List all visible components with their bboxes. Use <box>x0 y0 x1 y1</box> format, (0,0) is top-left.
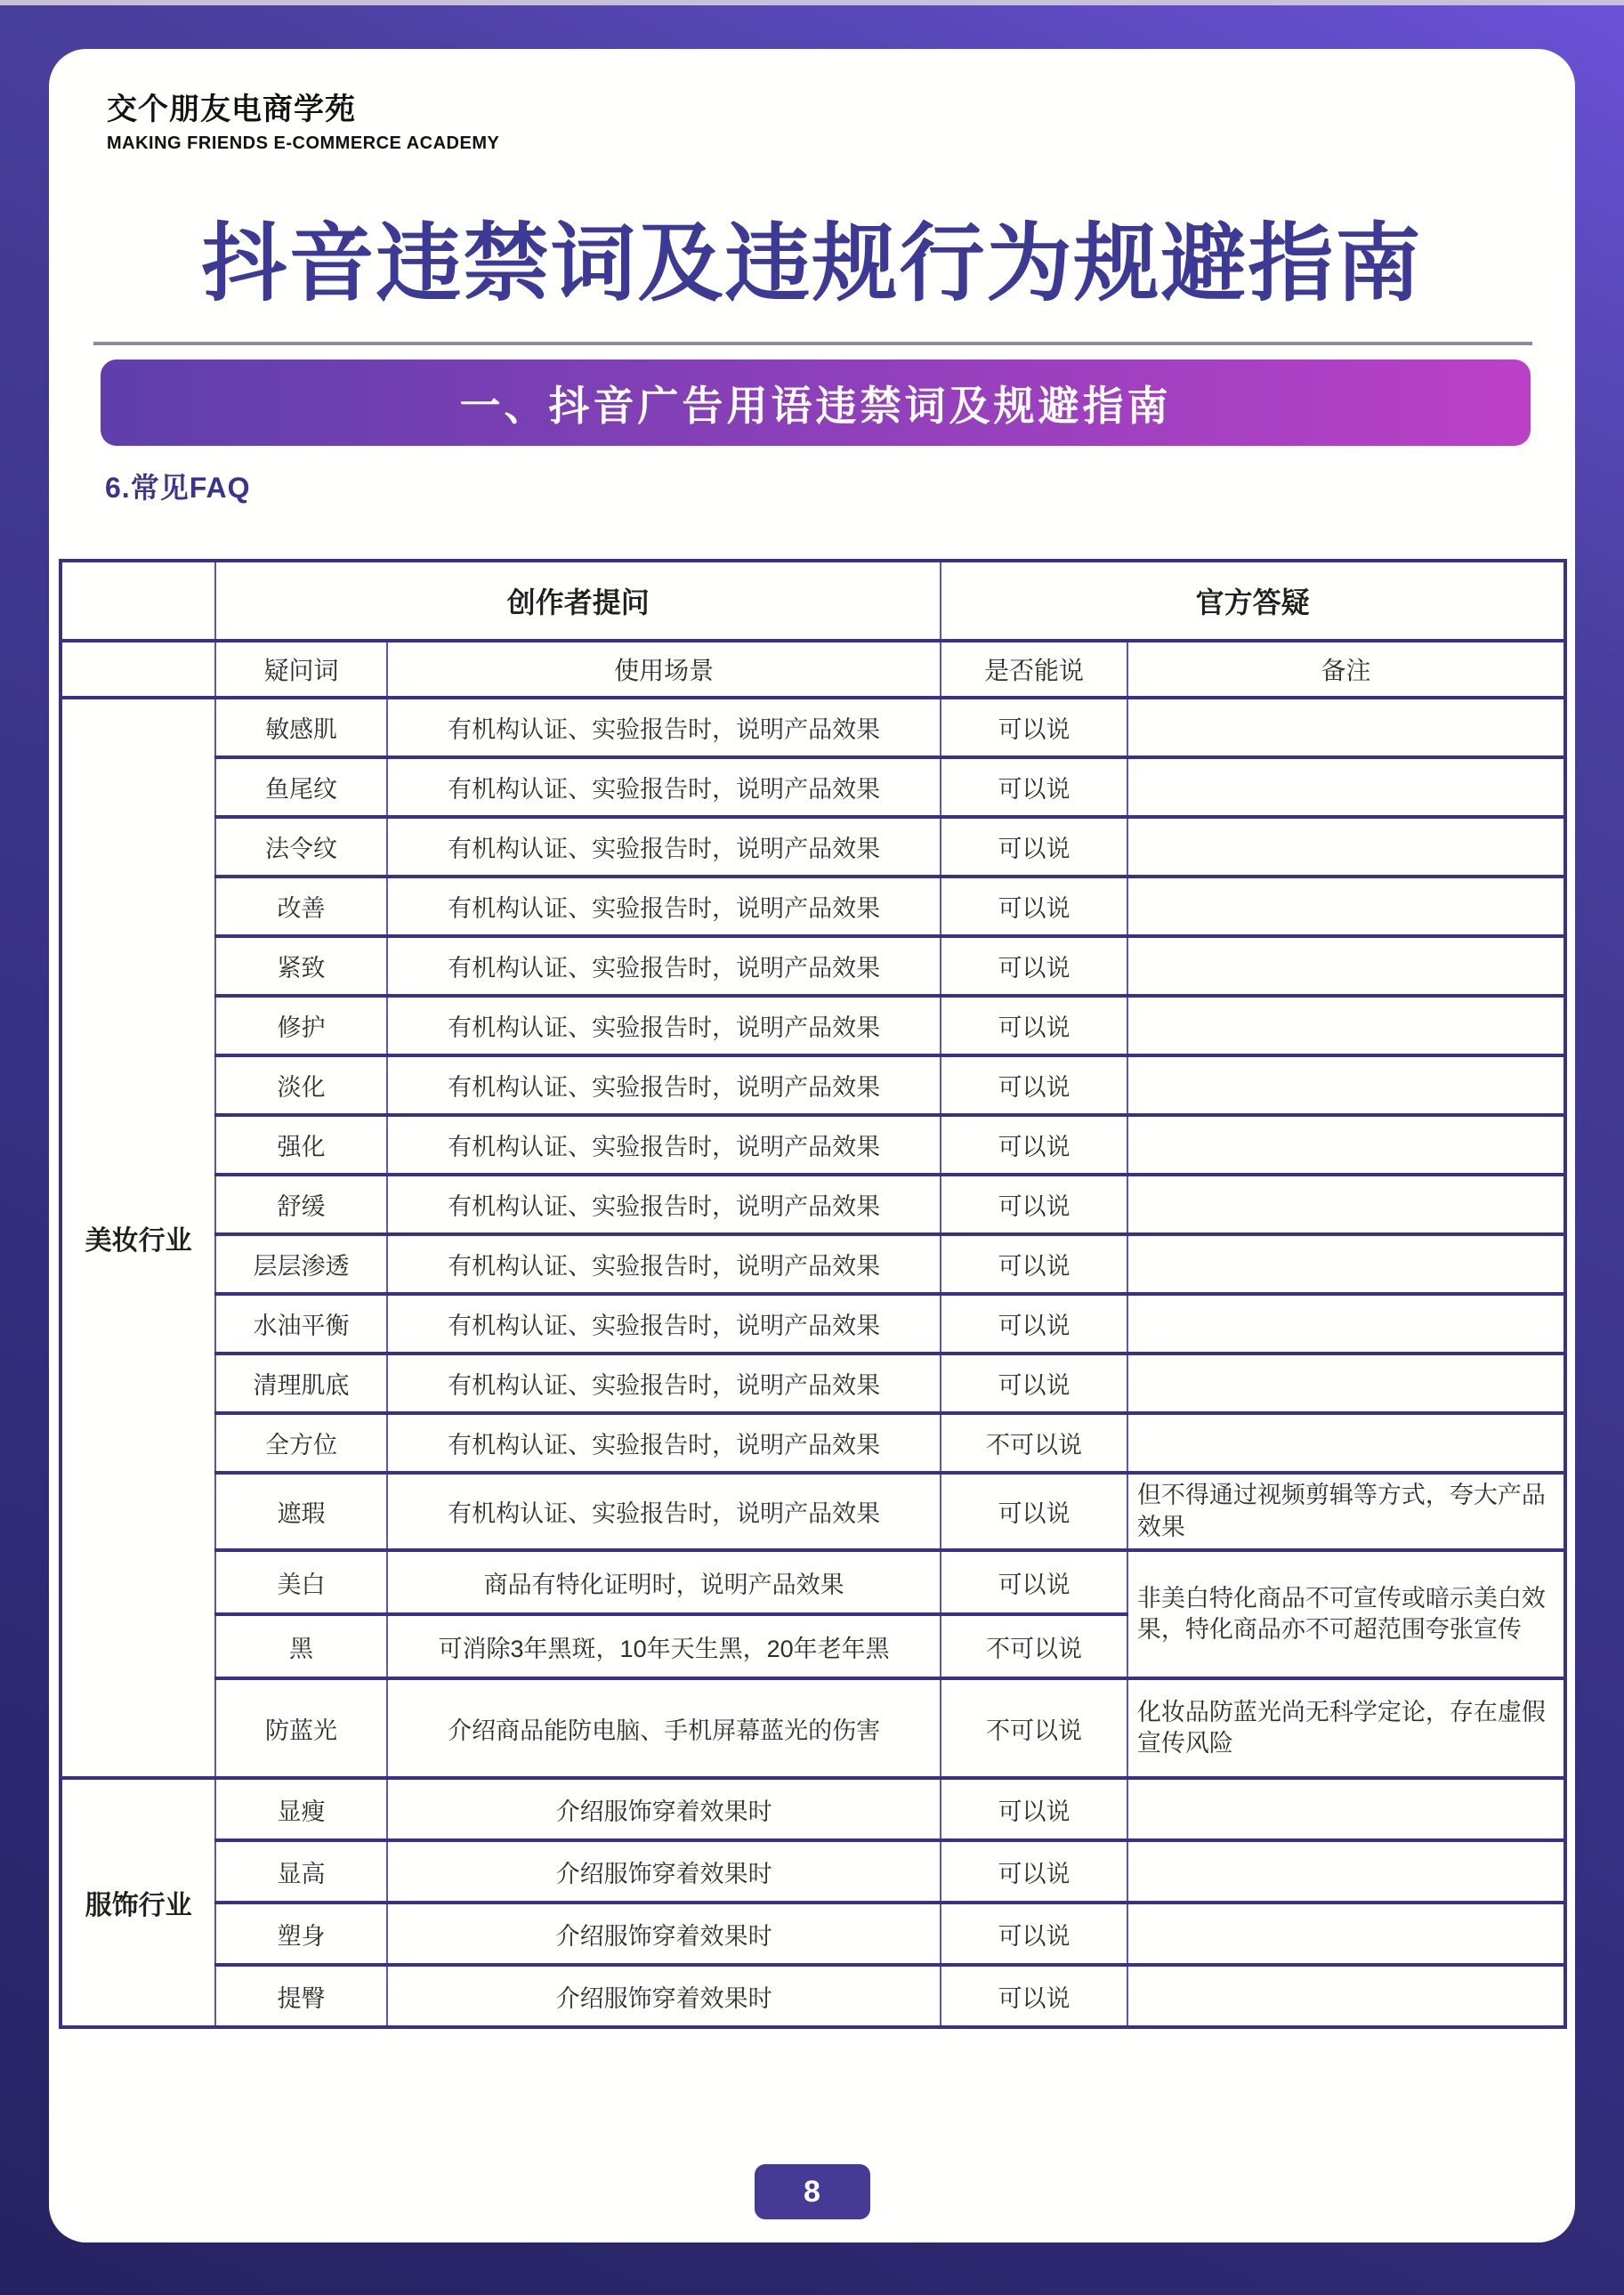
page-title: 抖音违禁词及违规行为规避指南 <box>201 216 1423 311</box>
table-row <box>61 1473 1565 1550</box>
logo <box>107 85 499 154</box>
can-say-cell: 可以说 <box>941 1840 1127 1903</box>
can-say-cell: 可以说 <box>941 1175 1127 1234</box>
table-row <box>61 1903 1565 1965</box>
word-cell: 显瘦 <box>215 1778 387 1840</box>
scene-cell: 有机构认证、实验报告时，说明产品效果 <box>387 877 941 936</box>
word-cell: 紧致 <box>215 936 387 996</box>
note-cell <box>1127 1175 1565 1234</box>
table-row <box>61 1175 1565 1234</box>
table-row <box>61 996 1565 1055</box>
word-cell: 淡化 <box>215 1055 387 1115</box>
table-row <box>61 877 1565 936</box>
group-header-creator: 创作者提问 <box>215 561 941 641</box>
corner-cell <box>61 641 215 698</box>
table-row <box>61 1055 1565 1115</box>
note-cell: 化妆品防蓝光尚无科学定论，存在虚假宣传风险 <box>1127 1678 1565 1778</box>
word-cell: 层层渗透 <box>215 1234 387 1294</box>
can-say-cell: 可以说 <box>941 817 1127 877</box>
page-number-badge <box>755 2164 870 2219</box>
word-cell: 水油平衡 <box>215 1294 387 1354</box>
table-row <box>61 757 1565 817</box>
note-cell <box>1127 1055 1565 1115</box>
section-banner-text: 一、抖音广告用语违禁词及规避指南 <box>459 382 1172 429</box>
scene-cell: 有机构认证、实验报告时，说明产品效果 <box>387 1354 941 1413</box>
can-say-cell: 可以说 <box>941 877 1127 936</box>
can-say-cell: 可以说 <box>941 698 1127 757</box>
word-cell: 敏感肌 <box>215 698 387 757</box>
note-cell <box>1127 698 1565 757</box>
word-cell: 改善 <box>215 877 387 936</box>
note-cell <box>1127 1965 1565 2027</box>
word-cell: 清理肌底 <box>215 1354 387 1413</box>
word-cell: 黑 <box>215 1614 387 1678</box>
scene-cell: 有机构认证、实验报告时，说明产品效果 <box>387 757 941 817</box>
col-header-scene: 使用场景 <box>387 641 941 698</box>
table-row <box>61 1678 1565 1778</box>
category-cell-beauty: 美妆行业 <box>61 698 215 1778</box>
can-say-cell: 可以说 <box>941 1234 1127 1294</box>
scene-cell: 有机构认证、实验报告时，说明产品效果 <box>387 1294 941 1354</box>
note-cell <box>1127 757 1565 817</box>
note-cell <box>1127 877 1565 936</box>
divider-rule <box>93 342 1532 345</box>
faq-table-wrapper <box>59 559 1567 2029</box>
can-say-cell: 可以说 <box>941 1294 1127 1354</box>
scene-cell: 介绍服饰穿着效果时 <box>387 1840 941 1903</box>
logo-subtitle: MAKING FRIENDS E-COMMERCE ACADEMY <box>107 133 500 153</box>
scene-cell: 商品有特化证明时，说明产品效果 <box>387 1550 941 1614</box>
scene-cell: 介绍服饰穿着效果时 <box>387 1778 941 1840</box>
col-header-can-say: 是否能说 <box>941 641 1127 698</box>
note-cell <box>1127 1354 1565 1413</box>
note-cell-merged: 非美白特化商品不可宣传或暗示美白效果，特化商品亦不可超范围夸张宣传 <box>1127 1550 1565 1678</box>
note-cell <box>1127 1234 1565 1294</box>
note-cell <box>1127 817 1565 877</box>
scene-cell: 介绍服饰穿着效果时 <box>387 1903 941 1965</box>
table-row <box>61 1550 1565 1614</box>
table-row <box>61 1778 1565 1840</box>
can-say-cell: 可以说 <box>941 1354 1127 1413</box>
note-cell <box>1127 1903 1565 1965</box>
scene-cell: 介绍服饰穿着效果时 <box>387 1965 941 2027</box>
table-row <box>61 698 1565 757</box>
document-page <box>49 49 1575 2242</box>
table-row <box>61 1115 1565 1175</box>
scene-cell: 介绍商品能防电脑、手机屏幕蓝光的伤害 <box>387 1678 941 1778</box>
scene-cell: 有机构认证、实验报告时，说明产品效果 <box>387 1234 941 1294</box>
note-cell <box>1127 1294 1565 1354</box>
col-header-note: 备注 <box>1127 641 1565 698</box>
can-say-cell: 可以说 <box>941 1115 1127 1175</box>
note-cell <box>1127 1840 1565 1903</box>
can-say-cell: 可以说 <box>941 936 1127 996</box>
table-column-header-row <box>61 641 1565 698</box>
table-row <box>61 1354 1565 1413</box>
can-say-cell: 不可以说 <box>941 1678 1127 1778</box>
word-cell: 提臀 <box>215 1965 387 2027</box>
table-row <box>61 1413 1565 1473</box>
word-cell: 美白 <box>215 1550 387 1614</box>
faq-heading: 6.常见FAQ <box>105 472 251 504</box>
word-cell: 全方位 <box>215 1413 387 1473</box>
scene-cell: 有机构认证、实验报告时，说明产品效果 <box>387 1115 941 1175</box>
table-row <box>61 1294 1565 1354</box>
corner-cell <box>61 561 215 641</box>
note-cell <box>1127 1778 1565 1840</box>
table-row <box>61 1965 1565 2027</box>
can-say-cell: 可以说 <box>941 1550 1127 1614</box>
col-header-word: 疑问词 <box>215 641 387 698</box>
word-cell: 修护 <box>215 996 387 1055</box>
scene-cell: 有机构认证、实验报告时，说明产品效果 <box>387 996 941 1055</box>
scene-cell: 有机构认证、实验报告时，说明产品效果 <box>387 1055 941 1115</box>
can-say-cell: 可以说 <box>941 1965 1127 2027</box>
can-say-cell: 可以说 <box>941 757 1127 817</box>
table-row <box>61 1234 1565 1294</box>
scene-cell: 有机构认证、实验报告时，说明产品效果 <box>387 1473 941 1550</box>
can-say-cell: 可以说 <box>941 1778 1127 1840</box>
word-cell: 塑身 <box>215 1903 387 1965</box>
word-cell: 舒缓 <box>215 1175 387 1234</box>
can-say-cell: 可以说 <box>941 1473 1127 1550</box>
scene-cell: 有机构认证、实验报告时，说明产品效果 <box>387 817 941 877</box>
table-row <box>61 936 1565 996</box>
can-say-cell: 不可以说 <box>941 1413 1127 1473</box>
faq-table <box>59 559 1567 2029</box>
word-cell: 强化 <box>215 1115 387 1175</box>
scene-cell: 有机构认证、实验报告时，说明产品效果 <box>387 1175 941 1234</box>
scene-cell: 有机构认证、实验报告时，说明产品效果 <box>387 698 941 757</box>
page-number: 8 <box>804 2174 820 2209</box>
category-cell-apparel: 服饰行业 <box>61 1778 215 2027</box>
word-cell: 鱼尾纹 <box>215 757 387 817</box>
note-cell <box>1127 936 1565 996</box>
word-cell: 显高 <box>215 1840 387 1903</box>
group-header-official: 官方答疑 <box>941 561 1565 641</box>
word-cell: 防蓝光 <box>215 1678 387 1778</box>
table-group-header-row <box>61 561 1565 641</box>
can-say-cell: 可以说 <box>941 1903 1127 1965</box>
note-cell <box>1127 996 1565 1055</box>
logo-title: 交个朋友电商学苑 <box>107 93 356 126</box>
can-say-cell: 不可以说 <box>941 1614 1127 1678</box>
word-cell: 法令纹 <box>215 817 387 877</box>
scene-cell: 有机构认证、实验报告时，说明产品效果 <box>387 936 941 996</box>
note-cell <box>1127 1413 1565 1473</box>
scene-cell: 有机构认证、实验报告时，说明产品效果 <box>387 1413 941 1473</box>
note-cell: 但不得通过视频剪辑等方式，夸大产品效果 <box>1127 1473 1565 1550</box>
scene-cell: 可消除3年黑斑，10年天生黑，20年老年黑 <box>387 1614 941 1678</box>
can-say-cell: 可以说 <box>941 996 1127 1055</box>
note-cell <box>1127 1115 1565 1175</box>
section-banner <box>101 360 1531 446</box>
can-say-cell: 可以说 <box>941 1055 1127 1115</box>
table-row <box>61 817 1565 877</box>
word-cell: 遮瑕 <box>215 1473 387 1550</box>
table-row <box>61 1840 1565 1903</box>
